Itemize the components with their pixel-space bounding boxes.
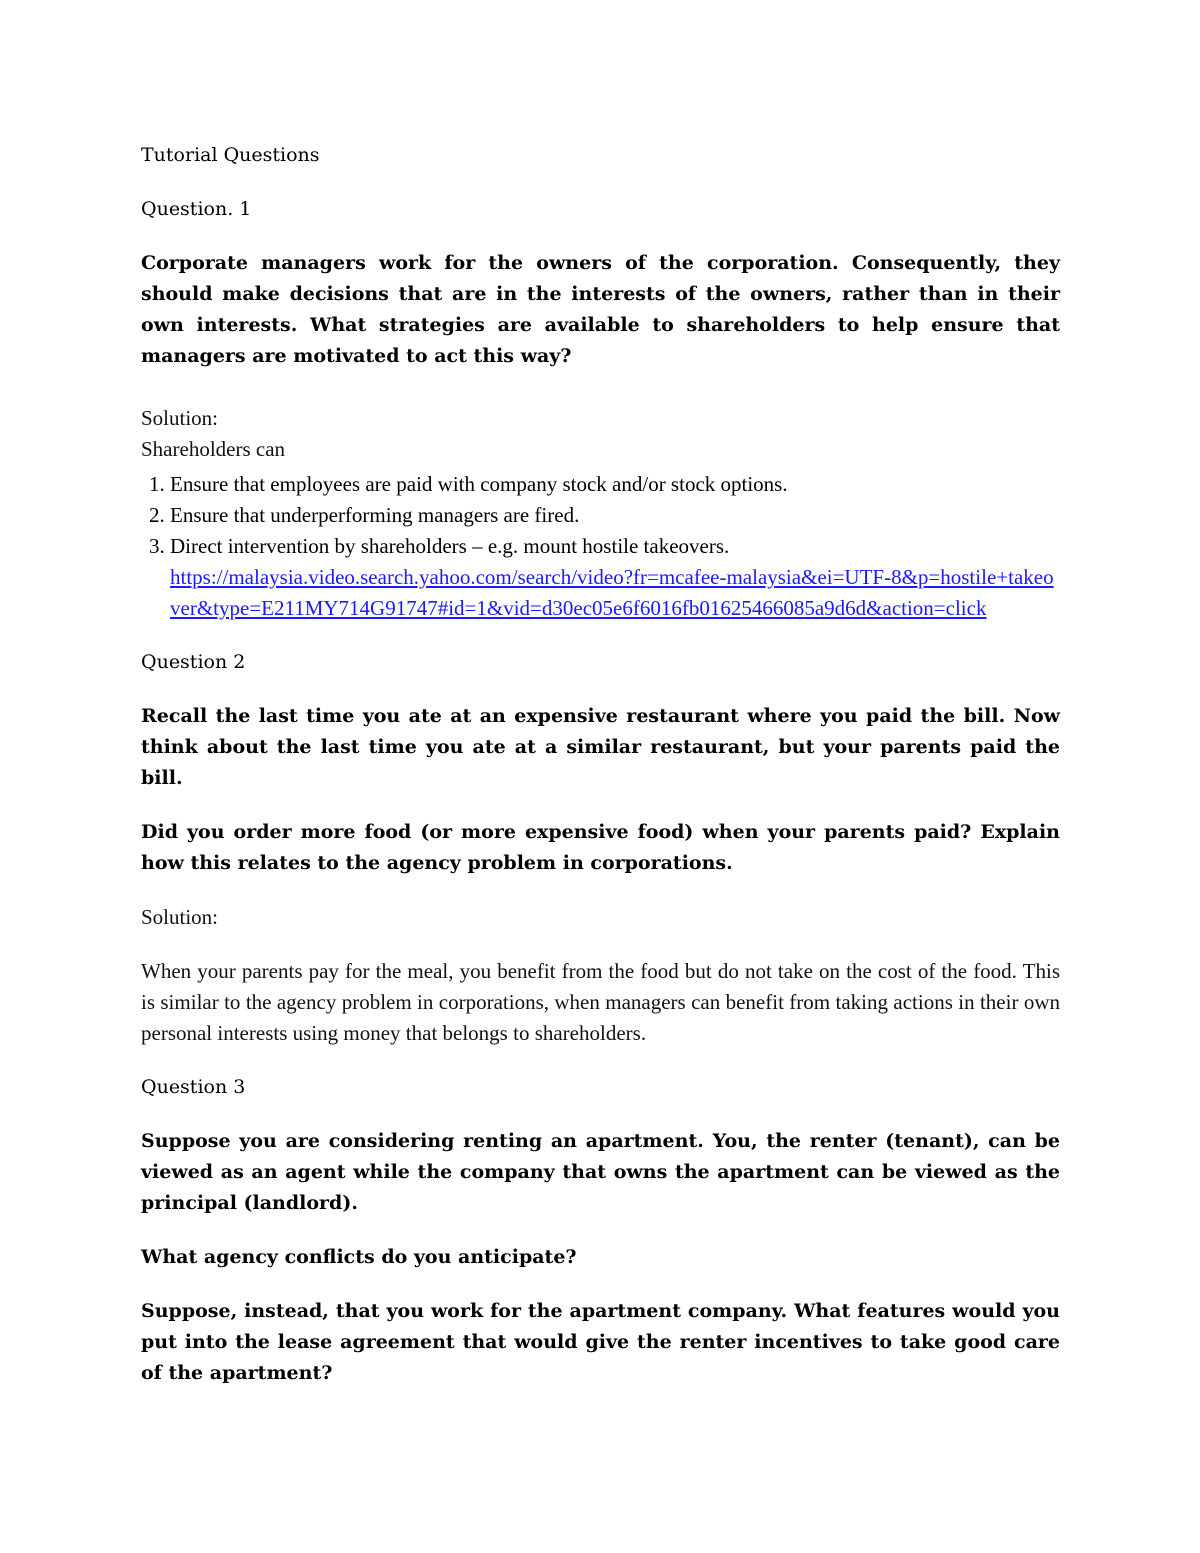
question-3-heading: Question 3 (141, 1076, 246, 1098)
question-2-solution-text: When your parents pay for the meal, you benefit from the food but do not take on the cost of the food. This is similar to the agency problem in corporations, when managers can benefit from taking actions in their own personal interests using money that belongs to shareholders. (141, 959, 1060, 1045)
list-item (170, 531, 1060, 624)
question-2-solution-label: Solution: (141, 905, 219, 929)
hostile-takeover-video-link[interactable]: https://malaysia.video.search.yahoo.com/search/video?fr=mcafee-malaysia&ei=UTF-8&p=hostile+takeover&type=E211MY714G91747#id=1&vid=d30ec05e6f6016fb01625466085a9d6d&action=click (170, 565, 1054, 620)
question-2-text-1: Recall the last time you ate at an expensive restaurant where you paid the bill. Now think about the last time you ate at a similar restaurant, but your parents paid the bill. (141, 705, 1060, 789)
question-1-heading: Question. 1 (141, 198, 252, 220)
question-1-text: Corporate managers work for the owners of the corporation. Consequently, they should make decisions that are in the interests of the owners, rather than in their own interests. What strategies are available to shareholders to help ensure that managers are motivated to act this way? (141, 252, 1060, 367)
question-1-solution-list (141, 469, 1060, 624)
question-3-text-2: What agency conflicts do you anticipate? (141, 1246, 577, 1268)
list-item: 1. Ensure that employees are paid with company stock and/or stock options. (170, 469, 1060, 500)
question-1-solution-label: Solution: (141, 406, 219, 430)
list-item-text: Direct intervention by shareholders – e.g. mount hostile takeovers. (170, 534, 730, 558)
question-3-text-3: Suppose, instead, that you work for the apartment company. What features would you put into the lease agreement that would give the renter incentives to take good care of the apartment? (141, 1300, 1060, 1384)
question-2-text-2: Did you order more food (or more expensive food) when your parents paid? Explain how this relates to the agency problem in corporations. (141, 821, 1060, 874)
document-title: Tutorial Questions (141, 144, 320, 166)
document-page (141, 140, 1060, 1412)
question-2-heading: Question 2 (141, 651, 246, 673)
question-3-text-1: Suppose you are considering renting an apartment. You, the renter (tenant), can be viewed as an agent while the company that owns the apartment can be viewed as the principal (landlord). (141, 1130, 1060, 1214)
list-item: 2. Ensure that underperforming managers are fired. (170, 500, 1060, 531)
question-1-solution-intro: Shareholders can (141, 437, 286, 461)
